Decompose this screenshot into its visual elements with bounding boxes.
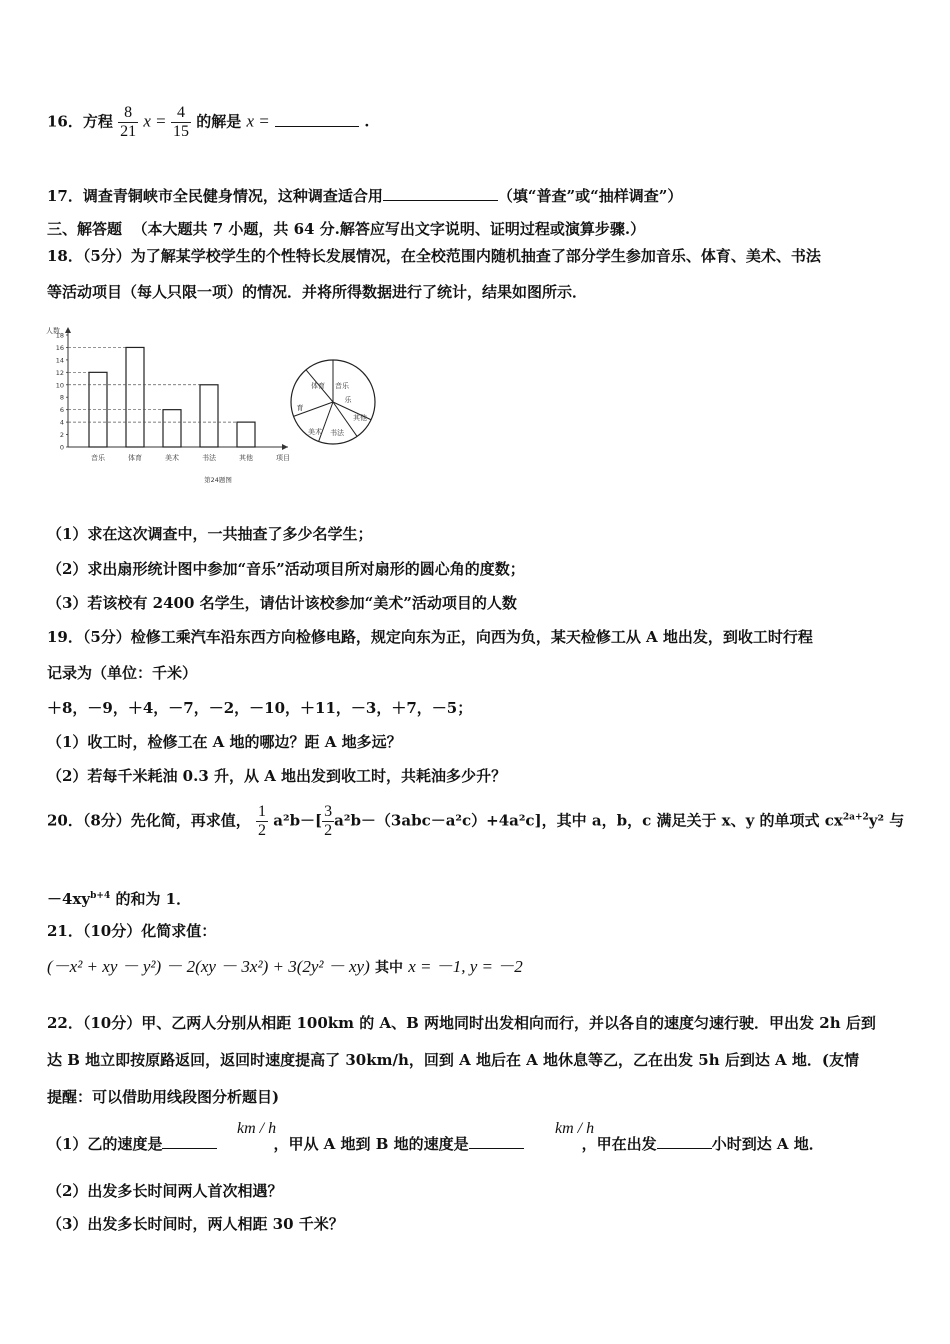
y-tick-label: 0 — [59, 443, 64, 452]
y-tick-label: 10 — [55, 381, 64, 390]
y-tick-label: 16 — [55, 343, 64, 352]
bar — [200, 385, 218, 447]
q22-line-3: 提醒：可以借助用线段图分析题目) — [47, 1088, 280, 1106]
q16: 16．方程 $\frac{8}{21}$ x = $\frac{4}{15}$ 的解是 x = . — [47, 104, 370, 140]
q20-fraction-1: $\frac{1}{2}$ — [258, 803, 267, 839]
q19-sub-2: （2）若每千米耗油 0.3 升，从 A 地出发到收工时，共耗油多少升？ — [47, 767, 507, 785]
q22-line-1: 22．（10分）甲、乙两人分别从相距 100km 的 A、B 两地同时出发相向而行，并以各自的速度匀速行驶．甲出发 2h 后到 — [47, 1014, 876, 1032]
bar-chart — [46, 326, 290, 484]
y-axis-label: 人数 — [46, 327, 60, 335]
pie-label: 音乐 — [335, 382, 349, 390]
q18-line-1: 18．（5分）为了解某学校学生的个性特长发展情况，在全校范围内随机抽查了部分学生参加音乐、体育、美术、书法 — [47, 247, 821, 265]
pie-label: 体育 — [311, 382, 325, 390]
q22-sub-3: （3）出发多长时间时，两人相距 30 千米？ — [47, 1215, 344, 1233]
answer-blank[interactable] — [275, 112, 359, 127]
q22-sub-1: （1）乙的速度是 ，甲从 A 地到 B 地的速度是 ，甲在出发 小时到达 A 地． — [47, 1135, 824, 1153]
answer-blank[interactable] — [162, 1134, 217, 1149]
bar — [237, 422, 255, 447]
y-tick-label: 12 — [55, 368, 64, 377]
y-tick-label: 14 — [55, 356, 64, 365]
answer-blank[interactable] — [469, 1134, 524, 1149]
q18-pie-figure — [285, 358, 385, 448]
q18-sub-3: （3）若该校有 2400 名学生，请估计该校参加“美术”活动项目的人数 — [47, 594, 517, 612]
answer-blank[interactable] — [657, 1134, 712, 1149]
q22-line-2: 达 B 地立即按原路返回，返回时速度提高了 30km/h，回到 A 地后在 A 地休息等乙，乙在出发 5h 后到达 A 地．(友情 — [47, 1051, 860, 1069]
x-axis-label: 项目 — [276, 454, 290, 462]
pie-label: 乐 — [344, 396, 352, 404]
q21-expression: (－x² + xy － y²) － 2(xy － 3x²) + 3(2y² － xy) 其中 x = －1, y = －2 — [47, 957, 523, 976]
q16-fraction-2: $\frac{4}{15}$ — [172, 104, 189, 140]
x-tick-label: 书法 — [202, 454, 216, 462]
x-tick-label: 体育 — [128, 454, 142, 462]
chart-caption: 第24题图 — [204, 476, 232, 484]
y-tick-label: 18 — [55, 331, 64, 340]
y-tick-label: 6 — [59, 406, 64, 415]
bar — [163, 410, 181, 447]
y-tick-label: 2 — [59, 431, 64, 440]
bar — [126, 347, 144, 447]
q18-sub-1: （1）求在这次调查中，一共抽查了多少名学生； — [47, 525, 373, 543]
q21-title: 21．（10分）化简求值： — [47, 922, 217, 940]
unit-label: km / h — [237, 1120, 277, 1137]
q16-fraction-1: $\frac{8}{21}$ — [120, 104, 137, 140]
pie-label: 书法 — [330, 429, 344, 437]
q17: 17．调查青铜峡市全民健身情况，这种调查适合用 （填“普查”或“抽样调查”） — [47, 187, 683, 205]
q20-line-1: 20．（8分）先化简，再求值， $\frac{1}{2}$ a²b－[ $\frac{3}{2}$ a²b－（3abc－a²c）+4a²c]，其中 a，b，c 满足关于 x、y 的单项式 $cx^{2a+2}y^2$ 与 — [47, 803, 905, 839]
pie-label: 其他 — [353, 414, 367, 422]
q16-prefix: 16．方程 — [47, 112, 113, 131]
q18-line-2: 等活动项目（每人只限一项）的情况．并将所得数据进行了统计，结果如图所示． — [47, 283, 588, 301]
pie-label: 育 — [296, 404, 304, 412]
x-tick-label: 美术 — [165, 454, 179, 462]
q20-line-2: $-4xy^{b+4}$ 的和为 1． — [47, 890, 192, 908]
y-tick-label: 4 — [59, 418, 64, 427]
q19-line-2: 记录为（单位：千米） — [47, 664, 198, 682]
q22-sub-2: （2）出发多长时间两人首次相遇？ — [47, 1182, 283, 1200]
q19-sub-1: （1）收工时，检修工在 A 地的哪边？距 A 地多远？ — [47, 733, 402, 751]
unit-label: km / h — [555, 1120, 595, 1137]
q19-line-3: ＋8，－9，＋4，－7，－2，－10，＋11，－3，＋7，－5； — [47, 699, 473, 717]
y-axis-arrow — [65, 327, 71, 333]
pie-label: 美术 — [308, 428, 322, 436]
answer-blank[interactable] — [383, 186, 498, 201]
section-heading: 三、解答题 （本大题共 7 小题，共 64 分.解答应写出文字说明、证明过程或演算步骤.） — [47, 220, 646, 238]
y-tick-label: 8 — [59, 393, 64, 402]
q19-line-1: 19．（5分）检修工乘汽车沿东西方向检修电路，规定向东为正，向西为负，某天检修工从 A 地出发，到收工时行程 — [47, 628, 813, 646]
x-tick-label: 音乐 — [91, 454, 105, 462]
q18-sub-2: （2）求出扇形统计图中参加“音乐”活动项目所对扇形的圆心角的度数； — [47, 560, 525, 578]
q20-fraction-2: $\frac{3}{2}$ — [324, 803, 333, 839]
x-tick-label: 其他 — [239, 454, 253, 462]
